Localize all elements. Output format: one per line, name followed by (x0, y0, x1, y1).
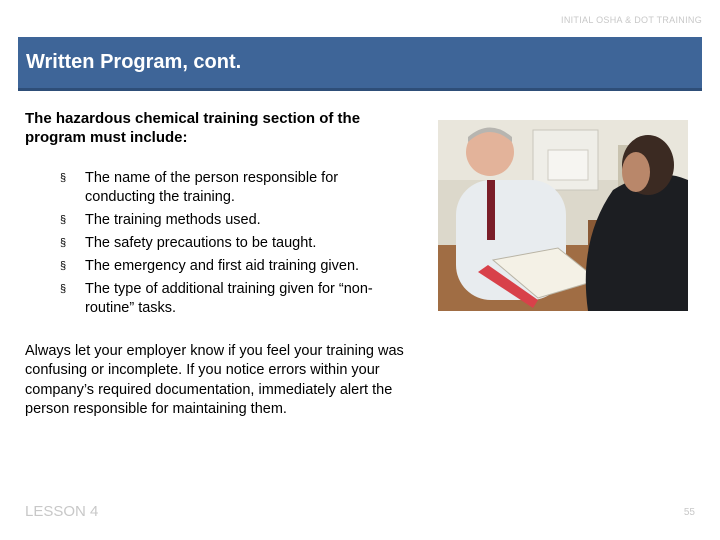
square-bullet-icon: § (60, 214, 67, 226)
title-bar (18, 37, 702, 91)
list-item-text: The safety precautions to be taught. (85, 235, 317, 251)
training-meeting-photo (438, 120, 688, 311)
square-bullet-icon: § (60, 283, 67, 295)
list-item (62, 280, 412, 318)
square-bullet-icon: § (60, 260, 67, 272)
course-label: INITIAL OSHA & DOT TRAINING (561, 15, 702, 25)
list-item-text: The training methods used. (85, 212, 261, 228)
intro-text: The hazardous chemical training section of the program must include: (25, 110, 361, 146)
page-number: 55 (683, 507, 695, 518)
list-item (62, 257, 412, 276)
list-item-text: The type of additional training given for “non-routine” tasks. (85, 281, 373, 316)
list-item-text: The emergency and first aid training given. (85, 258, 360, 274)
list-item (62, 211, 412, 230)
requirements-list (62, 169, 412, 322)
square-bullet-icon: § (60, 237, 67, 249)
lesson-label: LESSON 4 (25, 503, 99, 520)
slide-title: Written Program, cont. (26, 51, 242, 73)
advice-paragraph: Always let your employer know if you feel your training was confusing or incomplete. If you notice errors within your company’s required documentation, immediately alert the person responsible for maintaining them. (25, 343, 404, 417)
square-bullet-icon: § (60, 172, 67, 184)
list-item (62, 169, 412, 207)
list-item-text: The name of the person responsible for conducting the training. (85, 170, 339, 205)
list-item (62, 234, 412, 253)
